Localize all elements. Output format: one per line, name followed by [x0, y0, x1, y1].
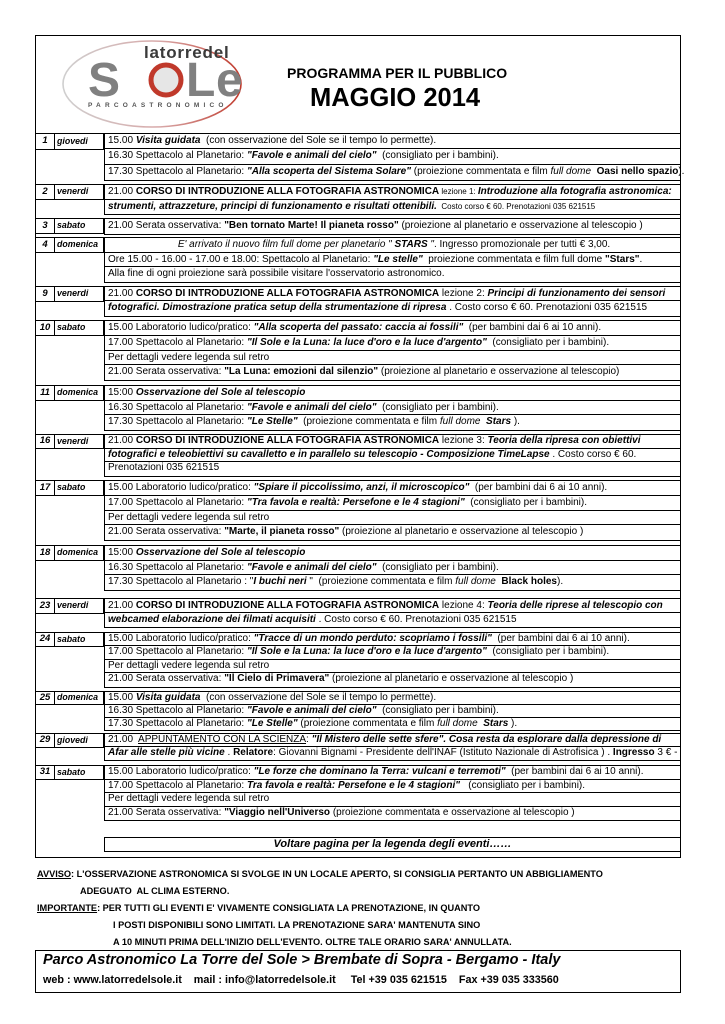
notice-line [113, 918, 480, 932]
event-line [105, 807, 680, 821]
event-line [105, 673, 680, 686]
weekday-label: domenica [55, 691, 104, 705]
event-text: E' arrivato il nuovo film full dome per planetario " [177, 239, 395, 250]
event-text: "Marte, il pianeta rosso" [224, 526, 340, 538]
event-list [104, 480, 681, 541]
event-text: Prenotazioni 035 621515 [108, 462, 220, 474]
event-text: Ingresso [612, 747, 655, 759]
event-line [105, 766, 680, 780]
event-text: Black holes [495, 576, 557, 588]
event-list [104, 598, 681, 628]
event-text: 16.30 Spettacolo al Planetario: [108, 561, 247, 573]
event-line [105, 267, 680, 282]
weekday-label: venerdi [55, 184, 104, 200]
day-number: 10 [35, 320, 55, 336]
event-line [105, 481, 680, 496]
event-text: (consigliato per i bambini). [376, 561, 499, 573]
event-line [105, 238, 680, 253]
event-line [105, 613, 680, 627]
weekday-label: domenica [55, 385, 104, 401]
event-text: : Giovanni Bignami - Presidente dell'INAF (Istituto Nazionale di Astrofisica ) . [273, 747, 613, 759]
event-text: "Le forze che dominano la Terra: vulcani e terremoti" [253, 766, 506, 777]
event-list [104, 184, 681, 215]
event-text: Introduzione alla fotografia astronomica: [477, 186, 672, 197]
event-line [105, 415, 680, 430]
event-line [105, 525, 680, 540]
turn-page-note: Voltare pagina per la legenda degli eventi…… [104, 837, 681, 852]
event-text: Costo corso € 60. Prenotazioni 035 621515 [436, 201, 596, 211]
event-text: (consigliato per i bambini). [376, 704, 499, 716]
event-text: 17.30 Spettacolo al Planetario : " [108, 576, 254, 588]
weekday-label: domenica [55, 545, 104, 561]
event-text: . Costo corso € 60. [549, 448, 637, 460]
event-text: "Favole e animali del cielo" [246, 704, 377, 716]
event-text: Per dettagli vedere legenda sul retro [108, 659, 270, 671]
event-text: "Ben tornato Marte! Il pianeta rosso" [224, 220, 399, 231]
weekday-label: venerdi [55, 598, 104, 614]
event-line [105, 692, 680, 705]
event-list [104, 733, 681, 761]
event-list [104, 320, 681, 381]
event-text: (proiezione al planetario e osservazione al telescopio ) [339, 526, 584, 538]
event-text: Stars [480, 416, 512, 428]
weekday-label: giovedi [55, 733, 104, 748]
event-text: AVVISO [37, 869, 72, 879]
event-text: Tra favola e realtà: Persefone e le 4 stagioni" [246, 779, 460, 791]
event-text: (proiezione commentata e osservazione al telescopio ) [330, 806, 575, 818]
event-line [105, 449, 680, 463]
event-text: (proiezione commentata e film [297, 717, 438, 729]
event-text: Teoria della ripresa con obiettivi [487, 435, 641, 446]
event-text: Teoria delle riprese al telescopio con [487, 600, 663, 611]
event-text: lezione 4: [439, 600, 488, 611]
day-number: 1 [35, 133, 55, 150]
event-text: (per bambini dai 6 ai 10 anni). [505, 766, 644, 777]
event-text: full dome [439, 416, 481, 428]
event-text: Principi di funzionamento dei sensori [487, 288, 666, 299]
event-text: 17.30 Spettacolo al Planetario: [108, 165, 247, 177]
weekday-label: domenica [55, 237, 104, 253]
event-text: Ore 15.00 - 16.00 - 17.00 e 18.00: Spettacolo al Planetario: [108, 253, 374, 265]
event-line [105, 351, 680, 366]
event-text: 15:00 [108, 547, 136, 558]
logo-letter-s: S [88, 54, 121, 107]
event-line [105, 561, 680, 576]
notice-line [37, 901, 480, 915]
event-text: 15.00 Laboratorio ludico/pratico: [108, 322, 254, 333]
day-number: 29 [35, 733, 55, 748]
event-list [104, 545, 681, 591]
event-text: 21.00 Serata osservativa: [108, 366, 225, 378]
event-text: 15.00 Laboratorio ludico/pratico: [108, 633, 254, 644]
logo-letter-e: e [216, 54, 243, 107]
event-text: (consigliato per i bambini). [464, 496, 587, 508]
notice-line [113, 935, 512, 949]
day-number: 16 [35, 434, 55, 449]
event-text: (per bambini dai 6 ai 10 anni). [469, 482, 608, 493]
logo-top-text: latorredel [144, 43, 230, 62]
footer-title: Parco Astronomico La Torre del Sole > Brembate di Sopra - Bergamo - Italy [43, 952, 561, 968]
event-text: "Favole e animali del cielo" [246, 150, 377, 162]
event-text: (consigliato per i bambini). [376, 150, 499, 162]
event-line [105, 633, 680, 646]
event-text: (consigliato per i bambini). [376, 401, 499, 413]
event-text: (per bambini dai 6 ai 10 anni). [491, 633, 630, 644]
event-text: : L'OSSERVAZIONE ASTRONOMICA SI SVOLGE IN UN LOCALE APERTO, SI CONSIGLIA PERTANTO UN ABBIGLIAMENTO [71, 869, 603, 879]
event-text: (con osservazione del Sole se il tempo lo permette). [200, 692, 437, 703]
day-number: 4 [35, 237, 55, 253]
event-text: . Costo corso € 60. Prenotazioni 035 621515 [315, 614, 517, 626]
event-text: "Spiare il piccolissimo, anzi, il microscopico" [253, 482, 470, 493]
event-text: "Le Stelle" [246, 717, 298, 729]
event-list [104, 237, 681, 283]
event-line [105, 575, 680, 590]
weekday-label: sabato [55, 218, 104, 234]
weekday-label: sabato [55, 765, 104, 780]
event-text: (proiezione al planetario e osservazione al telescopio ) [329, 673, 574, 685]
event-line [105, 747, 680, 760]
event-text: "Stars" [605, 253, 640, 265]
event-text: Visita guidata [135, 135, 201, 146]
notice-line [37, 867, 603, 881]
event-line [105, 185, 680, 200]
event-text: ). [556, 576, 564, 588]
event-text: webcamed elaborazione dei filmati acquisiti [108, 614, 316, 626]
event-line [105, 200, 680, 215]
weekday-label: venerdi [55, 434, 104, 449]
program-subtitle: PROGRAMMA PER IL PUBBLICO [287, 65, 508, 81]
torre-del-sole-logo [60, 38, 245, 130]
event-text: 15.00 Laboratorio ludico/pratico: [108, 482, 254, 493]
event-line [105, 546, 680, 561]
event-text: STARS [394, 239, 428, 250]
event-line [105, 149, 680, 164]
event-line [105, 134, 680, 149]
logo-letter-l: L [186, 54, 216, 107]
event-list [104, 286, 681, 317]
event-text: : PER TUTTI GLI EVENTI E' VIVAMENTE CONSIGLIATA LA PRENOTAZIONE, IN QUANTO [97, 903, 481, 913]
event-text: 21.00 [108, 288, 136, 299]
event-text: Relatore [233, 747, 274, 759]
weekday-label: sabato [55, 320, 104, 336]
event-line [105, 780, 680, 794]
event-text: Per dettagli vedere legenda sul retro [108, 351, 270, 363]
event-text: Per dettagli vedere legenda sul retro [108, 511, 270, 523]
event-list [104, 218, 681, 235]
event-text: 15.00 Laboratorio ludico/pratico: [108, 766, 254, 777]
event-text: 21.00 [108, 435, 136, 446]
event-text: Stars [477, 717, 509, 729]
event-text: CORSO DI INTRODUZIONE ALLA FOTOGRAFIA ASTRONOMICA [135, 435, 440, 446]
event-text: " [427, 239, 434, 250]
event-text: IMPORTANTE [37, 903, 98, 913]
event-text: . Ingresso promozionale per tutti € 3,00. [433, 239, 611, 250]
event-list [104, 765, 681, 821]
day-number: 18 [35, 545, 55, 561]
event-text: "Tra favola e realtà: Persefone e le 4 stagioni" [246, 496, 465, 508]
event-text: lezione 3: [439, 435, 488, 446]
event-text: 21.00 [108, 734, 139, 745]
event-line [105, 646, 680, 659]
event-text: 21.00 [108, 186, 136, 197]
weekday-label: sabato [55, 480, 104, 496]
event-text: Visita guidata [135, 692, 201, 703]
event-text: (con osservazione del Sole se il tempo lo permette). [200, 135, 437, 146]
event-line [105, 386, 680, 401]
event-text: lezione 2: [439, 288, 488, 299]
weekday-label: sabato [55, 632, 104, 647]
event-text: CORSO DI INTRODUZIONE ALLA FOTOGRAFIA ASTRONOMICA [135, 600, 440, 611]
day-number: 11 [35, 385, 55, 401]
event-text: (consigliato per i bambini). [486, 336, 610, 348]
event-line [105, 321, 680, 336]
event-text: 21.00 Serata osservativa: [108, 526, 225, 538]
day-number: 24 [35, 632, 55, 647]
event-line [105, 496, 680, 511]
event-text: (proiezione al planetario e osservazione al telescopio ) [398, 220, 643, 231]
logo-sun-circle [151, 65, 181, 95]
footer-box [35, 950, 681, 993]
day-number: 2 [35, 184, 55, 200]
event-text: ). [511, 416, 520, 428]
event-line [105, 705, 680, 718]
event-text: 17.00 Spettacolo al Planetario: [108, 336, 247, 348]
event-text: 21.00 [108, 600, 136, 611]
event-text: Osservazione del Sole al telescopio [135, 547, 306, 558]
event-text: "Alla scoperta del Sistema Solare" [246, 165, 411, 177]
event-text: A 10 MINUTI PRIMA DELL'INIZIO DELL'EVENTO. OLTRE TALE ORARIO SARA' ANNULLATA. [113, 937, 512, 947]
event-text: Per dettagli vedere legenda sul retro [108, 793, 270, 805]
event-line [105, 462, 680, 476]
event-text: 21.00 Serata osservativa: [108, 673, 225, 685]
day-number: 9 [35, 286, 55, 302]
event-text: ). [678, 165, 685, 177]
event-text: (proiezione commentata e film [410, 165, 551, 177]
event-text: "Favole e animali del cielo" [246, 561, 377, 573]
notice-line [80, 884, 229, 898]
event-text: 17.00 Spettacolo al Planetario: [108, 496, 247, 508]
day-number: 25 [35, 691, 55, 705]
day-number: 31 [35, 765, 55, 780]
event-text: "Le stelle" [373, 253, 423, 265]
event-text: 16.30 Spettacolo al Planetario: [108, 150, 247, 162]
event-text: 17.30 Spettacolo al Planetario: [108, 717, 247, 729]
event-text: proiezione commentata e film full dome [422, 253, 606, 265]
weekday-label: giovedi [55, 133, 104, 150]
event-list [104, 385, 681, 431]
event-text: . Costo corso € 60. Prenotazioni 035 621515 [446, 302, 648, 314]
day-number: 3 [35, 218, 55, 234]
event-text: 3 € - [654, 747, 678, 759]
event-line [105, 301, 680, 315]
event-text: full dome [437, 717, 478, 729]
event-text: 16.30 Spettacolo al Planetario: [108, 704, 247, 716]
event-text: I buchi neri [253, 576, 307, 588]
event-text: strumenti, attrazzeture, principi di funzionamento e risultati ottenibili. [108, 200, 437, 212]
event-line [105, 287, 680, 301]
event-text: full dome [455, 576, 496, 588]
event-text: lezione 1: [439, 187, 478, 196]
event-line [105, 336, 680, 351]
program-title: MAGGIO 2014 [310, 84, 481, 112]
event-text: (per bambini dai 6 ai 10 anni). [463, 322, 602, 333]
event-text: 17.00 Spettacolo al Planetario: [108, 646, 247, 658]
event-text: I POSTI DISPONIBILI SONO LIMITATI. LA PRENOTAZIONE SARA' MANTENUTA SINO [113, 920, 481, 930]
event-text: Osservazione del Sole al telescopio [135, 387, 306, 398]
event-text: : [306, 734, 312, 745]
event-text: APPUNTAMENTO CON LA SCIENZA [138, 734, 307, 745]
event-text: . [639, 253, 643, 265]
event-text: Afar alle stelle più vicine [108, 747, 225, 759]
event-text: . [224, 747, 234, 759]
event-line [105, 401, 680, 416]
event-line [105, 253, 680, 268]
event-text: 17.00 Spettacolo al Planetario: [108, 779, 247, 791]
day-number: 17 [35, 480, 55, 496]
event-text: Oasi nello spazio [591, 165, 679, 177]
event-list [104, 434, 681, 477]
event-line [105, 365, 680, 380]
event-text: ). [508, 717, 518, 729]
event-line [105, 718, 680, 731]
event-line [105, 734, 680, 747]
event-text: "Il Cielo di Primavera" [224, 673, 330, 685]
event-line [105, 511, 680, 526]
event-text: "Tracce di un mondo perduto: scopriamo i fossili" [253, 633, 492, 644]
event-text: "Il Mistero delle sette sfere". Cosa resta da esplorare dalla depressione di [311, 734, 662, 745]
event-text: 21.00 Serata osservativa: [108, 220, 225, 231]
event-text: " (proiezione commentata e film [306, 576, 456, 588]
event-text: (consigliato per i bambini). [486, 646, 610, 658]
event-text: 15.00 [108, 692, 136, 703]
event-text: "Alla scoperta del passato: caccia ai fossili" [253, 322, 464, 333]
event-list [104, 632, 681, 688]
event-text: 15.00 [108, 135, 136, 146]
event-line [105, 165, 685, 180]
event-text: (proiezione al planetario e osservazione al telescopio) [378, 366, 620, 378]
event-text: "Favole e animali del cielo" [246, 401, 377, 413]
event-text: 15:00 [108, 387, 136, 398]
event-text: CORSO DI INTRODUZIONE ALLA FOTOGRAFIA ASTRONOMICA [135, 186, 440, 197]
event-line [105, 435, 680, 449]
event-text: ADEGUATO AL CLIMA ESTERNO. [80, 886, 230, 896]
event-text: "Il Sole e la Luna: la luce d'oro e la luce d'argento" [246, 646, 487, 658]
logo-bottom-text: PARCOASTRONOMICO [88, 102, 228, 109]
event-text: 16.30 Spettacolo al Planetario: [108, 401, 247, 413]
event-list [104, 691, 681, 731]
event-text: "La Luna: emozioni dal silenzio" [224, 366, 379, 378]
event-line [105, 219, 680, 234]
event-text: 21.00 Serata osservativa: [108, 806, 225, 818]
event-text: full dome [550, 165, 592, 177]
weekday-label: venerdi [55, 286, 104, 302]
day-number: 23 [35, 598, 55, 614]
event-text: 17.30 Spettacolo al Planetario: [108, 416, 247, 428]
event-text: fotografici. Dimostrazione pratica setup della strumentazione di ripresa [108, 302, 447, 314]
event-text: CORSO DI INTRODUZIONE ALLA FOTOGRAFIA ASTRONOMICA [135, 288, 440, 299]
event-text: (proiezione commentata e film [297, 416, 440, 428]
footer-contacts: web : www.latorredelsole.it mail : info@latorredelsole.it Tel +39 035 621515 Fax +39 035 333560 [43, 974, 559, 986]
event-text: "Le Stelle" [246, 416, 298, 428]
event-text: "Viaggio nell'Universo [224, 806, 331, 818]
event-list [104, 133, 685, 181]
event-text: "Il Sole e la Luna: la luce d'oro e la luce d'argento" [246, 336, 487, 348]
event-text: fotografici e teleobiettivi su cavalletto e in parallelo su telescopio - Composizione TimeLapse [108, 448, 550, 460]
event-line [105, 793, 680, 807]
event-line [105, 660, 680, 673]
event-text: Alla fine di ogni proiezione sarà possibile visitare l'osservatorio astronomico. [108, 268, 445, 280]
event-line [105, 599, 680, 613]
event-text: (consigliato per i bambini). [459, 779, 586, 791]
